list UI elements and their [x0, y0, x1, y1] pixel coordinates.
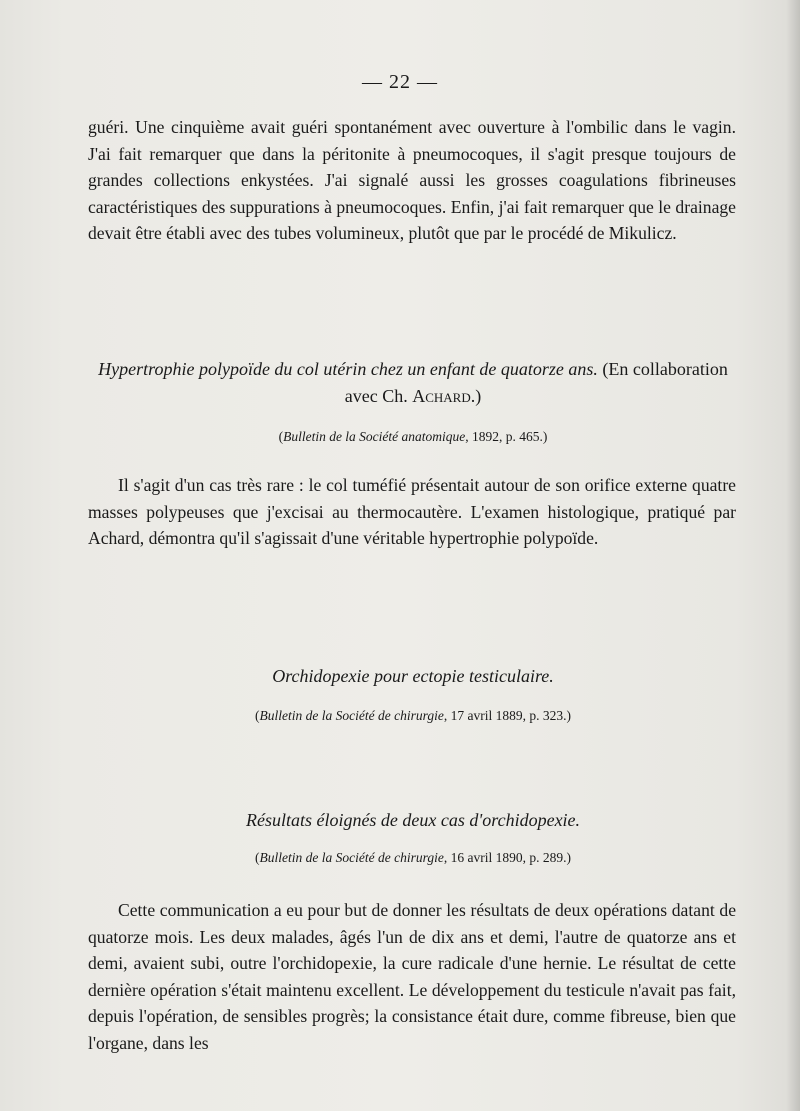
- section-heading-resultats: [88, 807, 738, 834]
- page-number: — 22 —: [362, 71, 438, 93]
- section-title: Résultats éloignés de deux cas d'orchidopexie.: [245, 810, 581, 830]
- section-title: Hypertrophie polypoïde du col utérin chez un enfant de quatorze ans.: [98, 359, 598, 379]
- bulletin-reference: (Bulletin de la Société anatomique, 1892, p. 465.): [278, 429, 548, 444]
- section-heading-hypertrophie: [88, 356, 738, 410]
- collaboration-note-prefix: (En collaboration avec Ch.: [344, 359, 728, 406]
- section-body-paragraph: Il s'agit d'un cas très rare : le col tuméfié présentait autour de son orifice externe quatre masses polypeuses que j'excisai au thermocautère. L'examen histologique, pratiqué par Achard, démontra qu'il s'agissait d'une véritable hypertrophie polypoïde.: [88, 475, 736, 548]
- section-heading-orchidopexie: [88, 663, 738, 690]
- reference-journal: Bulletin de la Société de chirurgie: [259, 708, 444, 723]
- collaboration-note-suffix: .): [470, 386, 482, 406]
- bulletin-reference: (Bulletin de la Société de chirurgie, 16 avril 1890, p. 289.): [255, 850, 571, 865]
- reference-details: , 17 avril 1889, p. 323.: [443, 708, 567, 723]
- reference-details: , 1892, p. 465.: [465, 429, 543, 444]
- collaborator-name: Achard: [412, 386, 471, 406]
- section-body-paragraph: Cette communication a eu pour but de donner les résultats de deux opérations datant de quatorze mois. Les deux malades, âgés l'un de dix ans et demi, l'autre de quatorze ans et demi, avaient subi, outre l'orchidopexie, la cure radicale d'une hernie. Le résultat de cette dernière opération s'était maintenu excellent. Le développement du testicule n'avait pas fait, depuis l'opération, de sensibles progrès; la consistance était dure, comme fibreuse, bien que l'organe, dans les: [88, 900, 736, 1053]
- reference-journal: Bulletin de la Société anatomique: [283, 429, 466, 444]
- paragraph-continuation: guéri. Une cinquième avait guéri spontanément avec ouverture à l'ombilic dans le vagin. J'ai fait remarquer que dans la péritonite à pneumocoques, il s'agit presque toujours de grandes collections enkystées. J'ai signalé aussi les grosses coagulations fibrineuses caractéristiques des suppurations à pneumocoques. Enfin, j'ai fait remarquer que le drainage devait être établi avec des tubes volumineux, plutôt que par le procédé de Mikulicz.: [88, 117, 736, 243]
- section-title: Orchidopexie pour ectopie testiculaire.: [272, 666, 554, 686]
- reference-journal: Bulletin de la Société de chirurgie: [259, 850, 444, 865]
- reference-details: , 16 avril 1890, p. 289.: [443, 850, 567, 865]
- bulletin-reference: (Bulletin de la Société de chirurgie, 17 avril 1889, p. 323.): [255, 708, 571, 723]
